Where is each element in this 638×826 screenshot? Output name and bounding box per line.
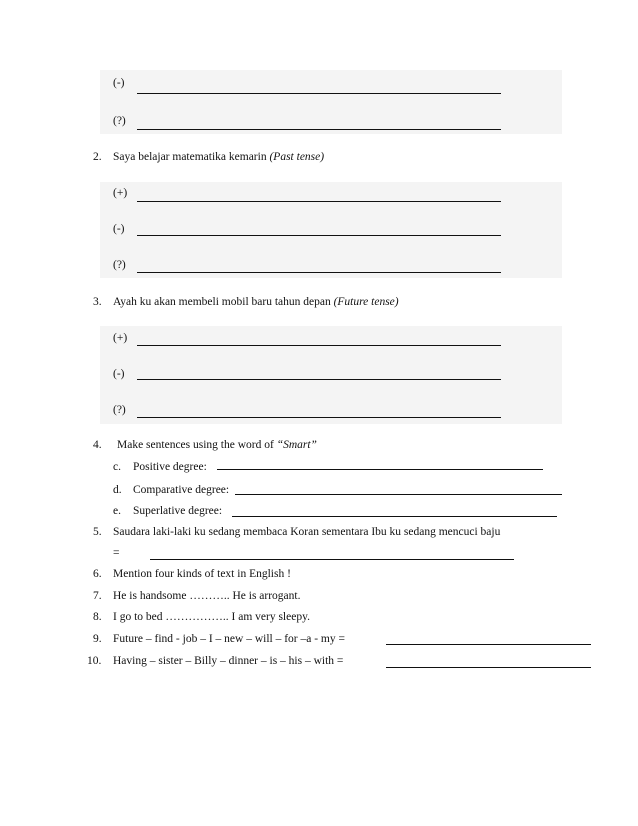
question-8-number: 8. — [93, 611, 102, 623]
shade-band-2 — [100, 182, 562, 278]
row-label-s1-q: (?) — [113, 115, 126, 127]
shade-band-1 — [100, 70, 562, 134]
row-label-s3-neg: (-) — [113, 368, 125, 380]
question-3-sentence: Ayah ku akan membeli mobil baru tahun depan — [113, 296, 331, 308]
answer-line-q4-e[interactable] — [232, 516, 557, 517]
question-3-text — [113, 295, 399, 309]
answer-line-q5[interactable] — [150, 559, 514, 560]
answer-line-q4-c[interactable] — [217, 469, 543, 470]
question-7-number: 7. — [93, 590, 102, 602]
answer-line-s2-neg[interactable] — [137, 235, 501, 236]
question-5-number: 5. — [93, 526, 102, 538]
answer-line-q9[interactable] — [386, 644, 591, 645]
answer-line-s1-q[interactable] — [137, 129, 501, 130]
answer-line-s3-neg[interactable] — [137, 379, 501, 380]
row-label-s2-q: (?) — [113, 259, 126, 271]
q4-item-c-letter: c. — [113, 461, 121, 473]
row-label-s1-neg: (-) — [113, 77, 125, 89]
question-5-equals: = — [113, 547, 120, 559]
question-4-word: “Smart” — [276, 439, 317, 451]
q4-item-d-text: Comparative degree: — [133, 484, 230, 496]
question-9-text: Future – find - job – I – new – will – for –a - my = — [113, 633, 345, 645]
question-2-sentence: Saya belajar matematika kemarin — [113, 151, 267, 163]
row-label-s2-pos: (+) — [113, 187, 128, 199]
answer-line-s3-pos[interactable] — [137, 345, 501, 346]
question-3-tense: (Future tense) — [333, 296, 399, 308]
row-label-s3-pos: (+) — [113, 332, 128, 344]
question-5-text: Saudara laki-laki ku sedang membaca Koran sementara Ibu ku sedang mencuci baju — [113, 526, 501, 538]
answer-line-s3-q[interactable] — [137, 417, 501, 418]
question-9-number: 9. — [93, 633, 102, 645]
q4-item-d-letter: d. — [113, 484, 122, 496]
question-6-number: 6. — [93, 568, 102, 580]
question-7-text: He is handsome ……….. He is arrogant. — [113, 590, 301, 602]
q4-item-e-letter: e. — [113, 505, 121, 517]
row-label-s3-q: (?) — [113, 404, 126, 416]
answer-line-s2-pos[interactable] — [137, 201, 501, 202]
q4-item-c-text: Positive degree: — [133, 461, 207, 473]
question-4-number: 4. — [93, 439, 102, 451]
question-10-number: 10. — [87, 655, 102, 667]
answer-line-q10[interactable] — [386, 667, 591, 668]
question-4-sentence: Make sentences using the word of — [117, 439, 274, 451]
question-2-text — [113, 150, 324, 164]
answer-line-s1-neg[interactable] — [137, 93, 501, 94]
question-10-text: Having – sister – Billy – dinner – is – his – with = — [113, 655, 344, 667]
shade-band-3 — [100, 326, 562, 424]
q4-item-e-text: Superlative degree: — [133, 505, 223, 517]
question-2-tense: (Past tense) — [269, 151, 325, 163]
question-4-text — [117, 438, 317, 452]
question-2-number: 2. — [93, 151, 102, 163]
question-3-number: 3. — [93, 296, 102, 308]
row-label-s2-neg: (-) — [113, 223, 125, 235]
answer-line-s2-q[interactable] — [137, 272, 501, 273]
question-8-text: I go to bed …………….. I am very sleepy. — [113, 611, 310, 623]
question-6-text: Mention four kinds of text in English ! — [113, 568, 291, 580]
answer-line-q4-d[interactable] — [235, 494, 562, 495]
